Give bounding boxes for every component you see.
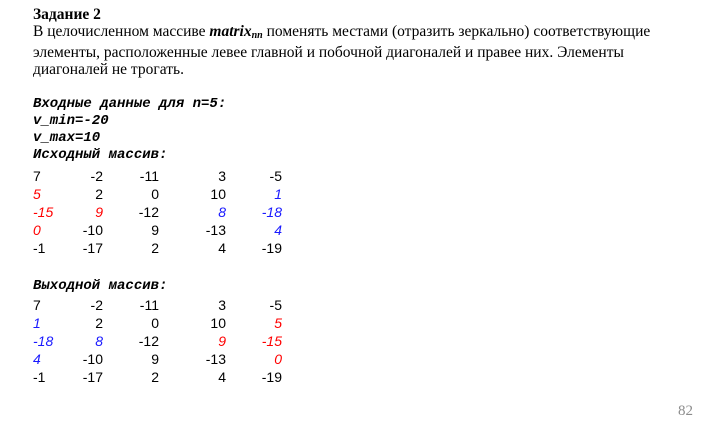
output-matrix-cell: -2: [90, 297, 103, 313]
input-matrix-cell: 8: [218, 204, 226, 220]
output-matrix-cell: -19: [261, 369, 282, 385]
input-array-label: Исходный массив:: [33, 147, 168, 163]
output-matrix-cell: -10: [82, 351, 103, 367]
input-matrix-row: [33, 221, 282, 239]
output-matrix-row: [33, 368, 282, 386]
output-matrix-cell: -13: [205, 351, 226, 367]
input-matrix-cell: 5: [33, 186, 41, 202]
v-max-line: v_max=10: [33, 130, 101, 146]
input-matrix-cell: 3: [218, 168, 226, 184]
output-matrix-cell: -5: [269, 297, 282, 313]
input-matrix-cell: -2: [90, 168, 103, 184]
output-matrix-cell: -1: [33, 369, 46, 385]
input-matrix-cell: 10: [210, 186, 226, 202]
output-matrix-cell: 5: [274, 315, 282, 331]
input-matrix-cell: -17: [82, 240, 103, 256]
matrix-subscript: nn: [251, 30, 263, 41]
output-matrix-row: [33, 296, 282, 314]
input-matrix-row: [33, 239, 282, 257]
input-matrix-cell: -15: [33, 204, 54, 220]
output-matrix-cell: -17: [82, 369, 103, 385]
input-matrix-cell: -1: [33, 240, 46, 256]
input-matrix-row: [33, 203, 282, 221]
output-matrix-row: [33, 314, 282, 332]
input-matrix-cell: 2: [95, 186, 103, 202]
output-matrix-cell: 0: [151, 315, 159, 331]
task-description: [33, 6, 693, 78]
output-matrix-cell: -12: [138, 333, 159, 349]
output-matrix-cell: 7: [33, 297, 41, 313]
output-header: [33, 278, 167, 295]
input-matrix-cell: -18: [261, 204, 282, 220]
input-matrix-cell: 0: [151, 186, 159, 202]
input-matrix-cell: 2: [151, 240, 159, 256]
page-number: 82: [678, 403, 693, 419]
output-array-label: Выходной массив:: [33, 278, 168, 294]
input-matrix-cell: 0: [33, 222, 41, 238]
v-min-line: v_min=-20: [33, 113, 109, 129]
input-header: [33, 96, 226, 164]
input-matrix-cell: -12: [138, 204, 159, 220]
input-matrix-cell: 7: [33, 168, 41, 184]
output-matrix-row: [33, 332, 282, 350]
input-matrix-cell: 4: [274, 222, 282, 238]
output-matrix-cell: 3: [218, 297, 226, 313]
input-matrix-cell: 9: [95, 204, 103, 220]
input-matrix-cell: -5: [269, 168, 282, 184]
output-matrix-cell: 4: [33, 351, 41, 367]
output-matrix-cell: 0: [274, 351, 282, 367]
input-matrix-cell: -11: [139, 168, 159, 184]
input-matrix-row: [33, 185, 282, 203]
output-matrix-cell: -18: [33, 333, 54, 349]
input-matrix-cell: -13: [205, 222, 226, 238]
matrix-name: matrix: [209, 23, 252, 40]
output-matrix-cell: 9: [151, 351, 159, 367]
input-matrix-cell: -19: [261, 240, 282, 256]
input-matrix-cell: 4: [218, 240, 226, 256]
input-matrix: [33, 167, 282, 257]
output-matrix: [33, 296, 282, 386]
output-matrix-cell: -11: [139, 297, 159, 313]
output-matrix-cell: -15: [261, 333, 282, 349]
output-matrix-cell: 2: [151, 369, 159, 385]
input-data-line: Входные данные для n=5:: [33, 96, 227, 112]
output-matrix-cell: 2: [95, 315, 103, 331]
task-text: [33, 23, 693, 78]
input-matrix-cell: 1: [274, 186, 282, 202]
input-matrix-cell: 9: [151, 222, 159, 238]
output-matrix-cell: 4: [218, 369, 226, 385]
input-matrix-row: [33, 167, 282, 185]
output-matrix-cell: 9: [218, 333, 226, 349]
output-matrix-row: [33, 350, 282, 368]
output-matrix-cell: 1: [33, 315, 41, 331]
input-matrix-cell: -10: [82, 222, 103, 238]
output-matrix-cell: 10: [210, 315, 226, 331]
task-text-before: В целочисленном массиве: [33, 23, 210, 40]
output-matrix-cell: 8: [95, 333, 103, 349]
task-text-after: поменять местами (отразить зеркально) соответствующие элементы, расположенные левее главной и побочной диагоналей и правее них. Элементы диагоналей не трогать.: [33, 23, 651, 78]
task-title: Задание 2: [33, 6, 101, 23]
